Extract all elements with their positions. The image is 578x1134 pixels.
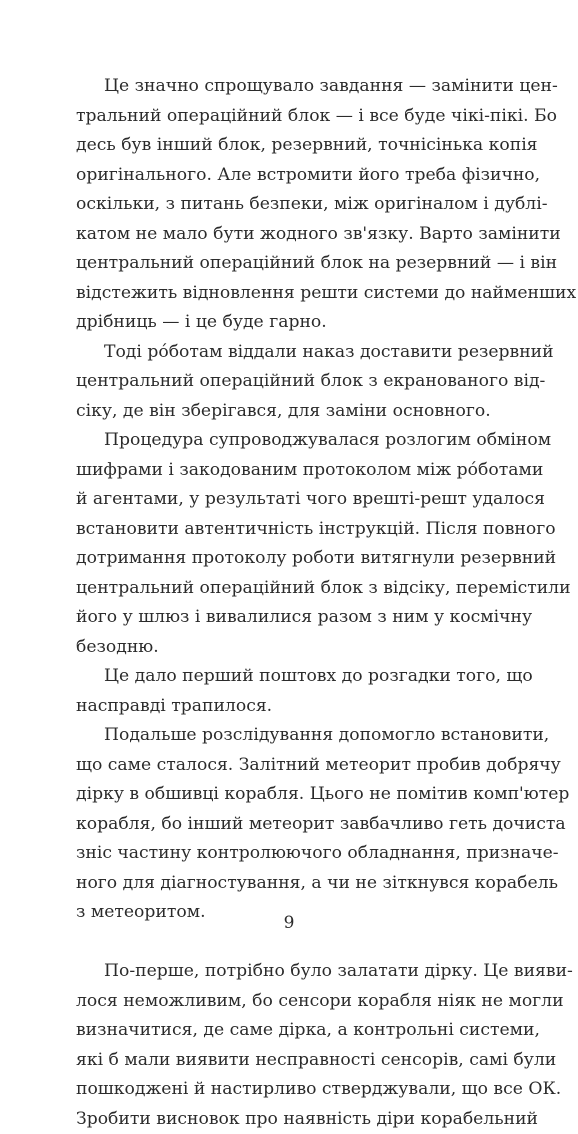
- text-line: Процедура супроводжувалася розлогим обміном: [76, 426, 518, 456]
- text-line: десь був інший блок, резервний, точнісінька копія: [76, 131, 518, 161]
- text-line: лося неможливим, бо сенсори корабля ніяк не могли: [76, 987, 518, 1017]
- paragraph-4: [76, 662, 518, 721]
- paragraph-2: [76, 338, 518, 427]
- text-line: дотримання протоколу роботи витягнули резервний: [76, 544, 518, 574]
- text-line: встановити автентичність інструкцій. Після повного: [76, 515, 518, 545]
- page-number: 9: [0, 913, 578, 933]
- text-line: катом не мало бути жодного зв'язку. Варто замінити: [76, 220, 518, 250]
- text-line: насправді трапилося.: [76, 692, 518, 722]
- text-line: центральний операційний блок з екранованого від-: [76, 367, 518, 397]
- text-line: оригінального. Але встромити його треба фізично,: [76, 161, 518, 191]
- text-line: безодню.: [76, 633, 518, 663]
- text-line: Це дало перший поштовх до розгадки того, що: [76, 662, 518, 692]
- text-line: дірку в обшивці корабля. Цього не помітив комп'ютер: [76, 780, 518, 810]
- text-line: з метеоритом.: [76, 898, 518, 928]
- text-line: оскільки, з питань безпеки, між оригіналом і дублі-: [76, 190, 518, 220]
- text-line: корабля, бо інший метеорит завбачливо геть дочиста: [76, 810, 518, 840]
- text-line: сіку, де він зберігався, для заміни основного.: [76, 397, 518, 427]
- text-line: тральний операційний блок — і все буде чікі-пікі. Бо: [76, 102, 518, 132]
- body-text: [76, 72, 518, 1134]
- paragraph-1: [76, 72, 518, 338]
- text-line: й агентами, у результаті чого врешті-решт удалося: [76, 485, 518, 515]
- text-line: пошкоджені й настирливо стверджували, що все ОК.: [76, 1075, 518, 1105]
- text-line: центральний операційний блок з відсіку, перемістили: [76, 574, 518, 604]
- text-line: відстежить відновлення решти системи до найменших: [76, 279, 518, 309]
- text-line: Це значно спрощувало завдання — замінити цен-: [76, 72, 518, 102]
- text-line: По-перше, потрібно було залатати дірку. Це вияви-: [76, 957, 518, 987]
- paragraph-3: [76, 426, 518, 662]
- paragraph-5: [76, 721, 518, 928]
- paragraph-6: [76, 957, 518, 1134]
- text-line: ного для діагностування, а чи не зіткнувся корабель: [76, 869, 518, 899]
- text-line: шифрами і закодованим протоколом між рóботами: [76, 456, 518, 486]
- text-line: його у шлюз і вивалилися разом з ним у космічну: [76, 603, 518, 633]
- text-line: Подальше розслідування допомогло встановити,: [76, 721, 518, 751]
- text-line: зніс частину контролюючого обладнання, призначе-: [76, 839, 518, 869]
- text-line: які б мали виявити несправності сенсорів, самі були: [76, 1046, 518, 1076]
- text-line: що саме сталося. Залітний метеорит пробив добрячу: [76, 751, 518, 781]
- text-line: Тоді рóботам віддали наказ доставити резервний: [76, 338, 518, 368]
- text-line: визначитися, де саме дірка, а контрольні системи,: [76, 1016, 518, 1046]
- text-line: дрібниць — і це буде гарно.: [76, 308, 518, 338]
- text-line: центральний операційний блок на резервний — і він: [76, 249, 518, 279]
- text-line: Зробити висновок про наявність діри корабельний: [76, 1105, 518, 1134]
